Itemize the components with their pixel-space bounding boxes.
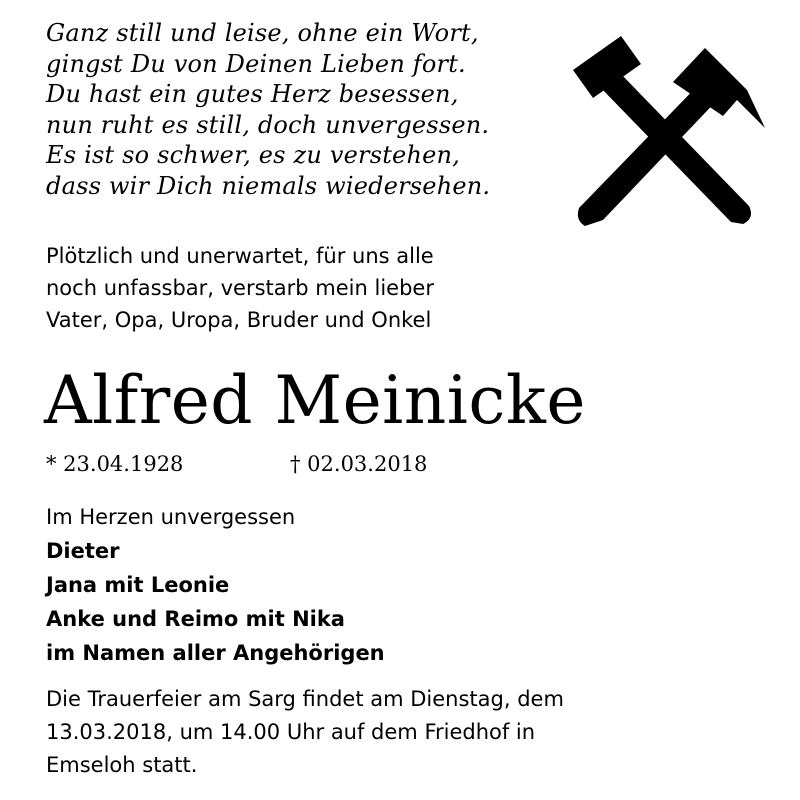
funeral-line: 13.03.2018, um 14.00 Uhr auf dem Friedhof in	[46, 720, 536, 744]
memorial-poem	[46, 18, 490, 201]
poem-line: nun ruht es still, doch unvergessen.	[46, 110, 490, 139]
birth-date: * 23.04.1928	[46, 452, 184, 476]
intro-text	[46, 240, 434, 336]
intro-line: Vater, Opa, Uropa, Bruder und Onkel	[46, 308, 432, 332]
intro-line: Plötzlich und unerwartet, für uns alle	[46, 244, 434, 268]
mourners-list	[46, 500, 385, 670]
hammer-and-pick-icon	[555, 30, 775, 230]
mourners-heading: Im Herzen unvergessen	[46, 505, 296, 529]
mourner-name: Anke und Reimo mit Nika	[46, 607, 345, 631]
intro-line: noch unfassbar, verstarb mein lieber	[46, 276, 434, 300]
mourner-name: Jana mit Leonie	[46, 573, 230, 597]
poem-line: dass wir Dich niemals wiedersehen.	[46, 171, 491, 200]
funeral-info	[46, 683, 564, 782]
mourner-name: im Namen aller Angehörigen	[46, 641, 385, 665]
funeral-line: Emseloh statt.	[46, 753, 198, 777]
poem-line: gingst Du von Deinen Lieben fort.	[46, 49, 466, 78]
poem-line: Du hast ein gutes Herz besessen,	[46, 80, 459, 108]
deceased-name: Alfred Meinicke	[44, 362, 586, 439]
life-dates	[46, 450, 428, 478]
death-date: † 02.03.2018	[290, 452, 428, 476]
poem-line: Ganz still und leise, ohne ein Wort,	[46, 19, 479, 47]
funeral-line: Die Trauerfeier am Sarg findet am Dienstag, dem	[46, 687, 564, 711]
mourner-name: Dieter	[46, 539, 120, 563]
poem-line: Es ist so schwer, es zu verstehen,	[46, 141, 461, 169]
